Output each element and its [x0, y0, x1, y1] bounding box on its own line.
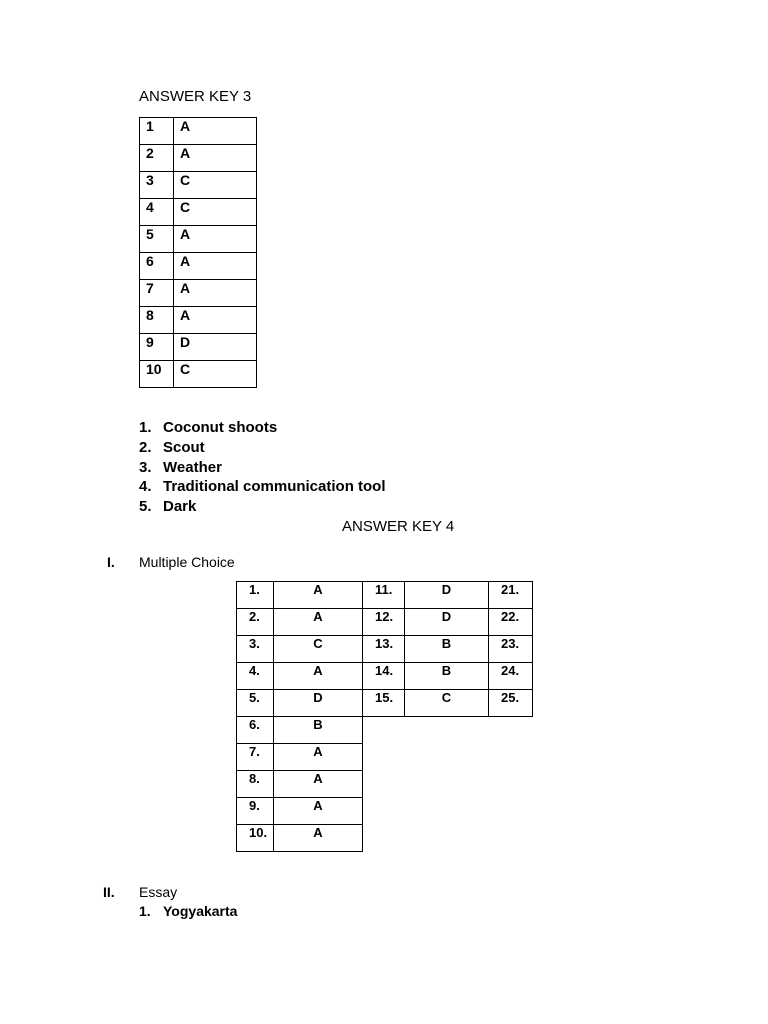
list-item: [139, 497, 386, 517]
answer-letter: B: [404, 635, 489, 663]
question-number: 6: [140, 253, 174, 280]
list-item-number: 3.: [139, 458, 152, 476]
question-number: 3.: [236, 635, 274, 663]
essay-item-number: 1.: [139, 903, 151, 919]
essay-item: [139, 903, 237, 919]
essay-item-text: Yogyakarta: [163, 903, 238, 919]
answer-letter: D: [404, 608, 489, 636]
question-number: 1: [140, 118, 174, 145]
question-number: 22.: [488, 608, 533, 636]
list-item: [139, 458, 386, 478]
question-number: 10.: [236, 824, 274, 852]
answer-letter: C: [174, 361, 257, 388]
answer-letter: A: [273, 743, 363, 771]
answer-letter: A: [273, 608, 363, 636]
question-number: 4.: [236, 662, 274, 690]
answer-letter: A: [174, 118, 257, 145]
question-number: 2: [140, 145, 174, 172]
question-number: 8: [140, 307, 174, 334]
answer-letter: C: [273, 635, 363, 663]
answer-letter: A: [273, 662, 363, 690]
answer-key-3-word-list: [139, 418, 386, 517]
list-item-text: Traditional communication tool: [163, 478, 386, 496]
answer-letter: A: [174, 253, 257, 280]
question-number: 7.: [236, 743, 274, 771]
answer-letter: D: [273, 689, 363, 717]
list-item-number: 2.: [139, 438, 152, 456]
answer-letter: A: [174, 145, 257, 172]
section-2-number: II.: [103, 884, 115, 900]
answer-key-3-title: ANSWER KEY 3: [139, 88, 252, 105]
question-number: 7: [140, 280, 174, 307]
question-number: 14.: [362, 662, 405, 690]
answer-row: [140, 145, 257, 172]
answer-letter: A: [174, 307, 257, 334]
answer-row: [140, 334, 257, 361]
list-item-text: Dark: [163, 498, 197, 516]
list-item-number: 5.: [139, 498, 152, 516]
answer-row: [140, 172, 257, 199]
list-item-text: Scout: [163, 438, 205, 456]
question-number: 3: [140, 172, 174, 199]
question-number: 4: [140, 199, 174, 226]
list-item-number: 4.: [139, 478, 152, 496]
answer-letter: C: [174, 199, 257, 226]
question-number: 12.: [362, 608, 405, 636]
section-1-label: Multiple Choice: [139, 554, 235, 570]
list-item-number: 1.: [139, 419, 152, 436]
answer-row: [140, 280, 257, 307]
answer-row: [140, 253, 257, 280]
question-number: 5: [140, 226, 174, 253]
question-number: 13.: [362, 635, 405, 663]
question-number: 10: [140, 361, 174, 388]
answer-letter: D: [174, 334, 257, 361]
answer-key-4-title: ANSWER KEY 4: [342, 518, 455, 535]
answer-letter: A: [174, 226, 257, 253]
section-1-number: I.: [107, 554, 115, 570]
question-number: 9: [140, 334, 174, 361]
answer-letter: A: [273, 581, 363, 609]
question-number: 1.: [236, 581, 274, 609]
list-item-text: Weather: [163, 458, 222, 476]
list-item: [139, 477, 386, 497]
question-number: 24.: [488, 662, 533, 690]
question-number: 15.: [362, 689, 405, 717]
question-number: 6.: [236, 716, 274, 744]
question-number: 9.: [236, 797, 274, 825]
list-item: [139, 418, 386, 438]
question-number: 23.: [488, 635, 533, 663]
answer-row: [140, 361, 257, 388]
list-item-text: Coconut shoots: [163, 419, 278, 436]
answer-letter: D: [404, 581, 489, 609]
question-number: 25.: [488, 689, 533, 717]
answer-letter: B: [404, 662, 489, 690]
answer-letter: A: [273, 770, 363, 798]
answer-letter: A: [174, 280, 257, 307]
answer-row: [140, 226, 257, 253]
section-2-label: Essay: [139, 884, 178, 900]
answer-letter: C: [404, 689, 489, 717]
answer-key-3-table: [139, 117, 257, 388]
question-number: 5.: [236, 689, 274, 717]
answer-row: [140, 118, 257, 145]
question-number: 8.: [236, 770, 274, 798]
answer-letter: A: [273, 824, 363, 852]
answer-letter: B: [273, 716, 363, 744]
answer-letter: C: [174, 172, 257, 199]
answer-letter: A: [273, 797, 363, 825]
question-number: 11.: [362, 581, 405, 609]
question-number: 2.: [236, 608, 274, 636]
answer-row: [140, 199, 257, 226]
list-item: [139, 438, 386, 458]
question-number: 21.: [488, 581, 533, 609]
answer-row: [140, 307, 257, 334]
